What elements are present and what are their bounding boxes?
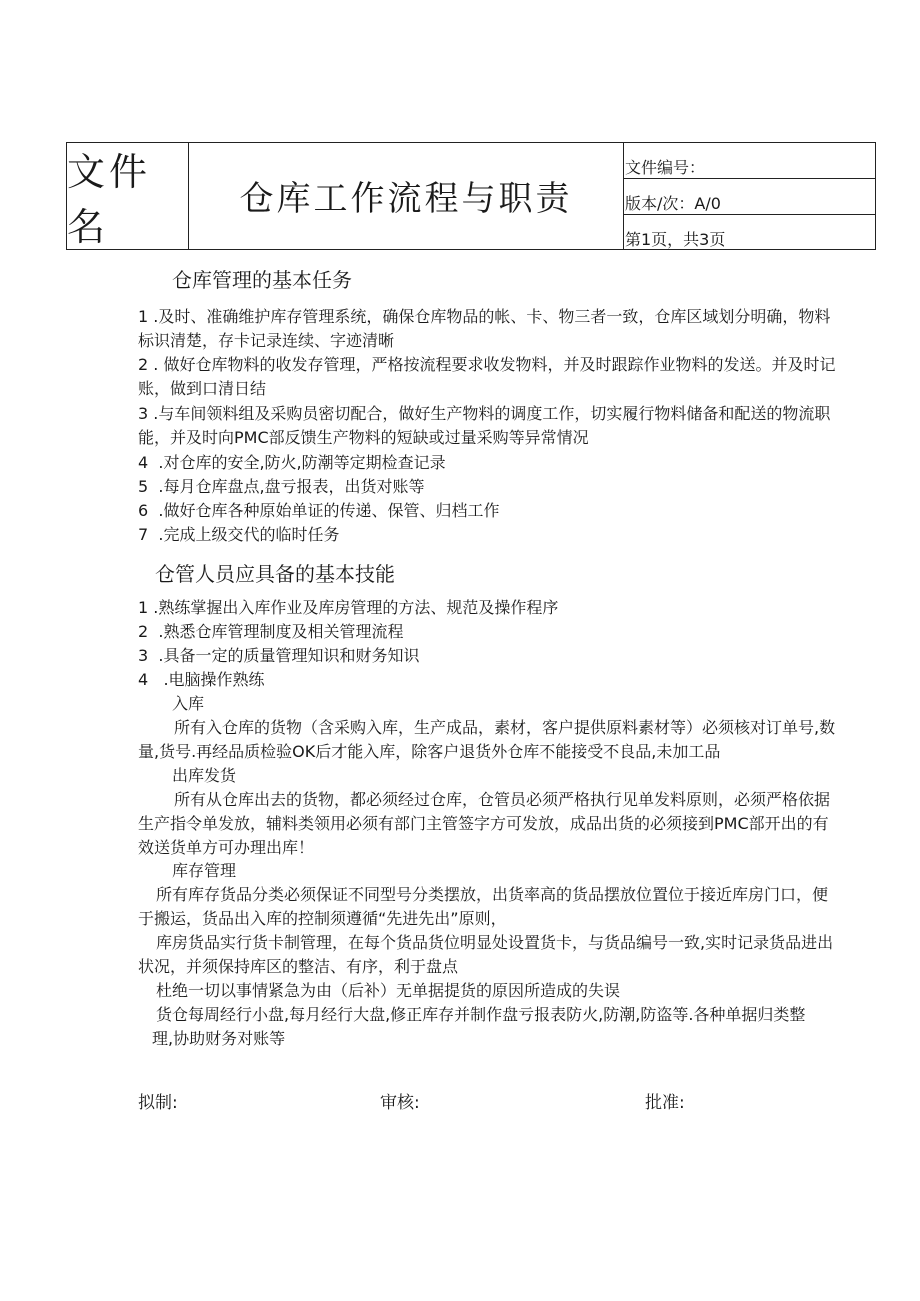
drafted-by-label: 拟制: <box>138 1093 178 1113</box>
header-divider <box>623 143 624 249</box>
item-text-continued: 标识清楚，存卡记录连续、字迹清晰 <box>138 331 395 350</box>
paragraph-line: 所有入仓库的货物（含采购入库，生产成品，素材，客户提供原料素材等）必须核对订单号,数 <box>174 718 836 737</box>
document-title: 仓库工作流程与职责 <box>239 179 573 219</box>
list-item <box>138 668 265 692</box>
item-text: .做好仓库各种原始单证的传递、保管、归档工作 <box>158 501 500 520</box>
page-info: 第1页，共3页 <box>625 230 726 249</box>
item-number: 5 <box>138 477 149 496</box>
header-divider <box>623 178 875 179</box>
item-number: 1 <box>138 307 149 326</box>
item-number: 1 <box>138 598 149 617</box>
item-number: 2 <box>138 622 149 641</box>
subsection-heading: 入库 <box>172 694 205 713</box>
item-number: 7 <box>138 525 149 544</box>
item-text: .对仓库的安全,防火,防潮等定期检查记录 <box>158 453 446 472</box>
paragraph-line: 库房货品实行货卡制管理，在每个货品货位明显处设置货卡，与货品编号一致,实时记录货品进出 <box>156 933 834 952</box>
paragraph-line: 杜绝一切以事情紧急为由（后补）无单据提货的原因所造成的失误 <box>156 981 621 1000</box>
paragraph-line: 生产指令单发放，辅料类领用必须有部门主管签字方可发放，成品出货的必须接到PMC部开出的有 <box>138 814 829 833</box>
item-text: .每月仓库盘点,盘亏报表，出货对账等 <box>158 477 425 496</box>
item-text: .及时、准确维护库存管理系统，确保仓库物品的帐、卡、物三者一致，仓库区域划分明确，物料 <box>153 307 831 326</box>
list-item <box>138 402 830 426</box>
item-number: 6 <box>138 501 149 520</box>
paragraph-line: 所有库存货品分类必须保证不同型号分类摆放，出货率高的货品摆放位置位于接近库房门口，便 <box>156 885 829 904</box>
doc-version: 版本/次：A/0 <box>625 194 721 213</box>
item-number: 4 <box>138 453 149 472</box>
list-item <box>138 596 558 620</box>
item-number: 3 <box>138 646 149 665</box>
list-item <box>138 475 425 499</box>
paragraph-line: 效送货单方可办理出库！ <box>138 838 315 857</box>
file-name-label: 文件名 <box>67 149 152 249</box>
section-heading: 仓库管理的基本任务 <box>172 268 352 292</box>
subsection-heading: 出库发货 <box>172 766 237 785</box>
item-text-continued: 能，并及时向PMC部反馈生产物料的短缺或过量采购等异常情况 <box>138 428 589 447</box>
item-text: .熟练掌握出入库作业及库房管理的方法、规范及操作程序 <box>153 598 559 617</box>
section-heading: 仓管人员应具备的基本技能 <box>155 562 395 586</box>
paragraph-line: 货仓每周经行小盘,每月经行大盘,修正库存并制作盘亏报表防火,防潮,防盗等.各种单据归类整 <box>156 1005 806 1024</box>
item-number: 3 <box>138 404 149 423</box>
doc-number: 文件编号： <box>625 158 706 177</box>
paragraph-line: 所有从仓库出去的货物，都必须经过仓库，仓管员必须严格执行见单发料原则，必须严格依据 <box>174 790 831 809</box>
item-text: .完成上级交代的临时任务 <box>158 525 340 544</box>
item-text: .熟悉仓库管理制度及相关管理流程 <box>158 622 404 641</box>
reviewed-by-label: 审核: <box>380 1093 420 1113</box>
item-text: . 做好仓库物料的收发存管理，严格按流程要求收发物料，并及时跟踪作业物料的发送。并及时记 <box>153 355 836 374</box>
subsection-heading: 库存管理 <box>172 861 237 880</box>
list-item <box>138 499 499 523</box>
list-item <box>138 451 446 475</box>
item-number: 2 <box>138 355 149 374</box>
document-header-table <box>66 142 876 250</box>
paragraph-line: 状况，并须保持库区的整洁、有序，利于盘点 <box>138 957 459 976</box>
list-item <box>138 523 339 547</box>
item-text: .具备一定的质量管理知识和财务知识 <box>158 646 420 665</box>
list-item <box>138 620 403 644</box>
paragraph-line: 于搬运，货品出入库的控制须遵循“先进先出”原则， <box>138 909 507 928</box>
header-divider <box>623 214 875 215</box>
item-text-continued: 账，做到口清日结 <box>138 379 267 398</box>
paragraph-line: 量,货号.再经品质检验OK后才能入库，除客户退货外仓库不能接受不良品,未加工品 <box>138 742 721 761</box>
item-text: .电脑操作熟练 <box>163 670 265 689</box>
list-item <box>138 353 835 377</box>
paragraph-line: 理,协助财务对账等 <box>152 1029 286 1048</box>
item-number: 4 <box>138 670 149 689</box>
list-item <box>138 305 830 329</box>
list-item <box>138 644 419 668</box>
item-text: .与车间领料组及采购员密切配合，做好生产物料的调度工作，切实履行物料储备和配送的物流职 <box>153 404 831 423</box>
approved-by-label: 批准: <box>645 1093 685 1113</box>
